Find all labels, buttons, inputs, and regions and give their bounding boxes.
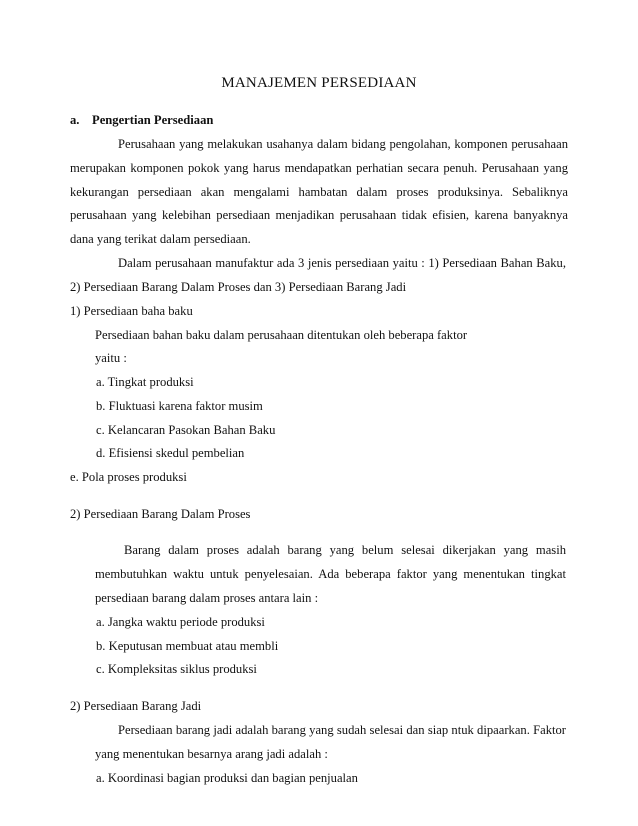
list-item: a. Tingkat produksi (96, 375, 194, 389)
list-item: a. Koordinasi bagian produksi dan bagian penjualan (96, 771, 358, 785)
paragraph-line: Barang dalam proses adalah barang yang belum selesai dikerjakan yang masih (124, 543, 566, 557)
section-a-marker: a. (70, 113, 80, 127)
paragraph-line: 2) Persediaan Barang Dalam Proses dan 3) Persediaan Barang Jadi (70, 280, 407, 294)
section-a-heading: Pengertian Persediaan (92, 113, 214, 127)
paragraph-line: yang menentukan besarnya arang jadi adalah : (95, 747, 328, 761)
paragraph-line: Persediaan bahan baku dalam perusahaan ditentukan oleh beberapa faktor (95, 328, 468, 342)
paragraph-line: Perusahaan yang melakukan usahanya dalam bidang pengolahan, komponen perusahaan (118, 137, 568, 151)
list-item: a. Jangka waktu periode produksi (96, 615, 265, 629)
subsection-heading: 2) Persediaan Barang Jadi (70, 699, 202, 713)
list-item: b. Keputusan membuat atau membli (96, 639, 279, 653)
paragraph-line: yaitu : (95, 351, 127, 365)
paragraph-line: merupakan komponen pokok yang harus mendapatkan perhatian secara penuh. Perusahaan yang (70, 161, 568, 175)
paragraph-line: membutuhkan waktu untuk penyelesaian. Ada beberapa faktor yang menentukan tingkat (95, 567, 566, 581)
list-item: b. Fluktuasi karena faktor musim (96, 399, 263, 413)
subsection-heading: 2) Persediaan Barang Dalam Proses (70, 507, 251, 521)
list-item: c. Kelancaran Pasokan Bahan Baku (96, 423, 276, 437)
page-title: MANAJEMEN PERSEDIAAN (221, 75, 417, 91)
paragraph-line: kekurangan persediaan akan mengalami hambatan dalam proses produksinya. Sebaliknya (70, 185, 568, 199)
list-item: d. Efisiensi skedul pembelian (96, 446, 245, 460)
list-item: c. Kompleksitas siklus produksi (96, 662, 257, 676)
paragraph-line: persediaan barang dalam proses antara lain : (95, 591, 319, 605)
paragraph-line: Dalam perusahaan manufaktur ada 3 jenis persediaan yaitu : 1) Persediaan Bahan Baku, (118, 256, 566, 270)
paragraph-line: dana yang terikat dalam persediaan. (70, 232, 251, 246)
subsection-heading: 1) Persediaan baha baku (70, 304, 193, 318)
paragraph-line: perusahaan yang kelebihan persediaan menjadikan perusahaan tidak efisien, karena banyaknya (70, 208, 568, 222)
list-item: e. Pola proses produksi (70, 470, 187, 484)
paragraph-line: Persediaan barang jadi adalah barang yang sudah selesai dan siap ntuk dipaarkan. Faktor (118, 723, 566, 737)
